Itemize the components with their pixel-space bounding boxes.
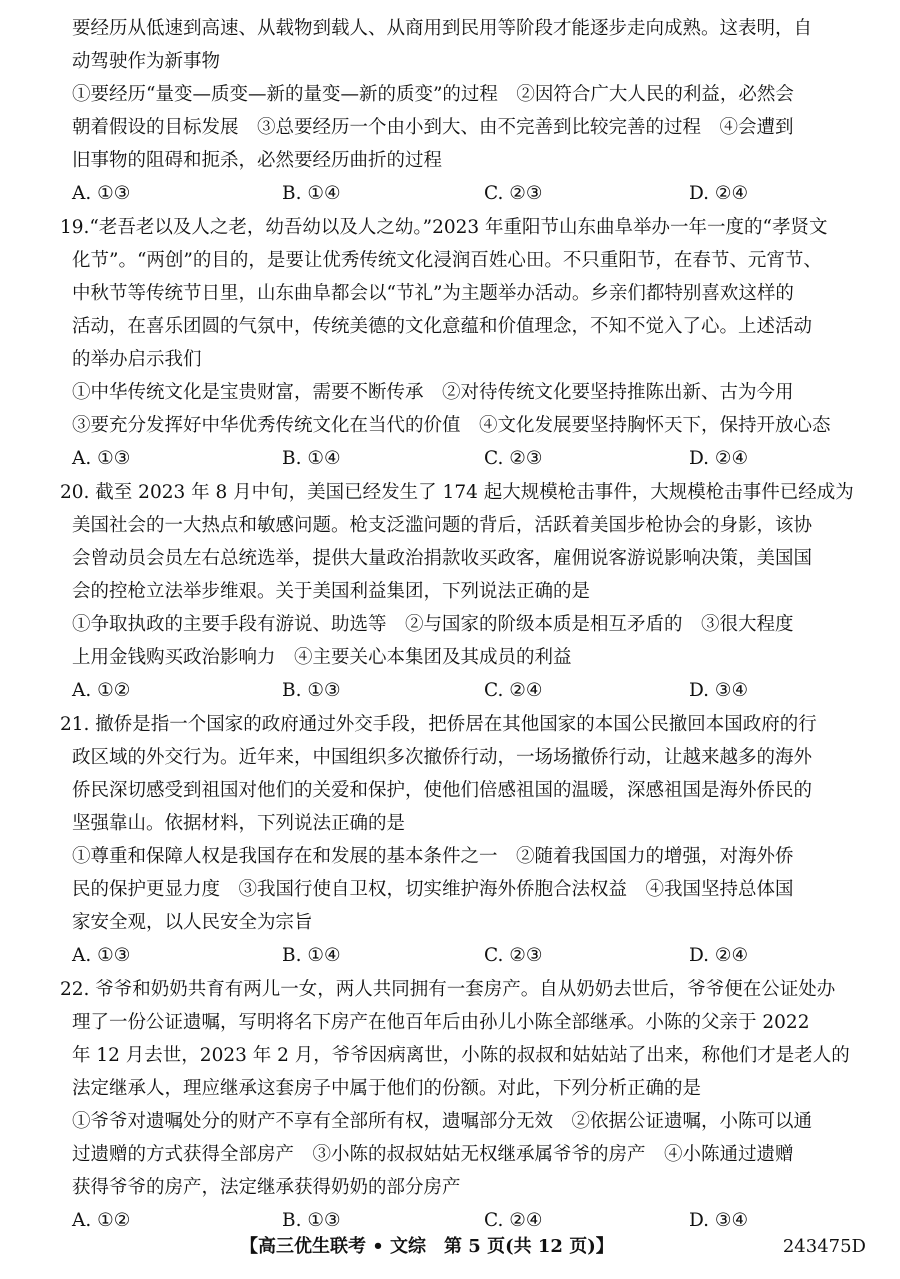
footer-title: 【高三优生联考 • 文综 第 5 页(共 12 页)】	[240, 1236, 614, 1257]
option-c[interactable]: C. ②④	[484, 1210, 543, 1231]
q20-line-5: ①争取执政的主要手段有游说、助选等 ②与国家的阶级本质是相互矛盾的 ③很大程度	[72, 614, 794, 635]
option-a[interactable]: A. ①②	[72, 1210, 131, 1231]
q21-line-6: 民的保护更显力度 ③我国行使自卫权，切实维护海外侨胞合法权益 ④我国坚持总体国	[72, 879, 794, 900]
q21-line-5: ①尊重和保障人权是我国存在和发展的基本条件之一 ②随着我国国力的增强，对海外侨	[72, 846, 794, 867]
q21-line-7: 家安全观，以人民安全为宗旨	[72, 912, 313, 933]
q18-line-2: 动驾驶作为新事物	[72, 51, 221, 72]
q22-line-2: 理了一份公证遗嘱，写明将名下房产在他百年后由孙儿小陈全部继承。小陈的父亲于 2022	[72, 1012, 810, 1033]
option-b[interactable]: B. ①④	[282, 183, 341, 204]
q18-line-5: 旧事物的阻碍和扼杀，必然要经历曲折的过程	[72, 150, 443, 171]
option-c[interactable]: C. ②④	[484, 680, 543, 701]
exam-code: 243475D	[782, 1236, 866, 1257]
option-b[interactable]: B. ①④	[282, 945, 341, 966]
option-b[interactable]: B. ①③	[282, 1210, 341, 1231]
option-d[interactable]: D. ③④	[689, 1210, 749, 1231]
option-b[interactable]: B. ①③	[282, 680, 341, 701]
option-a[interactable]: A. ①③	[72, 183, 131, 204]
q19-line-5: 的举办启示我们	[72, 349, 202, 370]
q18-options	[72, 177, 866, 210]
q20-line-6: 上用金钱购买政治影响力 ④主要关心本集团及其成员的利益	[72, 647, 572, 668]
q22-line-5: ①爷爷对遗嘱处分的财产不享有全部所有权，遗嘱部分无效 ②依据公证遗嘱，小陈可以通	[72, 1111, 813, 1132]
q18-line-3: ①要经历“量变—质变—新的量变—新的质变”的过程 ②因符合广大人民的利益，必然会	[72, 84, 794, 105]
q18-line-1: 要经历从低速到高速、从载物到载人、从商用到民用等阶段才能逐步走向成熟。这表明，自	[72, 18, 813, 39]
q18-line-4: 朝着假设的目标发展 ③总要经历一个由小到大、由不完善到比较完善的过程 ④会遭到	[72, 117, 794, 138]
option-a[interactable]: A. ①③	[72, 945, 131, 966]
q21-line-3: 侨民深切感受到祖国对他们的关爱和保护，使他们倍感祖国的温暖，深感祖国是海外侨民的	[72, 780, 813, 801]
option-c[interactable]: C. ②③	[484, 945, 543, 966]
q22-line-4: 法定继承人，理应继承这套房子中属于他们的份额。对此，下列分析正确的是	[72, 1078, 702, 1099]
page-footer	[0, 1230, 900, 1264]
q19-line-1: 19.“老吾老以及人之老，幼吾幼以及人之幼。”2023 年重阳节山东曲阜举办一年一度的“孝贤文	[60, 217, 828, 238]
q22-line-3: 年 12 月去世，2023 年 2 月，爷爷因病离世，小陈的叔叔和姑姑站了出来，称他们才是老人的	[72, 1045, 850, 1066]
option-a[interactable]: A. ①②	[72, 680, 131, 701]
option-a[interactable]: A. ①③	[72, 448, 131, 469]
q22-line-7: 获得爷爷的房产，法定继承获得奶奶的部分房产	[72, 1177, 461, 1198]
q22-line-1: 22. 爷爷和奶奶共育有两儿一女，两人共同拥有一套房产。自从奶奶去世后，爷爷便在公证处办	[60, 979, 836, 1000]
option-c[interactable]: C. ②③	[484, 448, 543, 469]
q21-line-2: 政区域的外交行为。近年来，中国组织多次撤侨行动，一场场撤侨行动，让越来越多的海外	[72, 747, 813, 768]
q21-line-1: 21. 撤侨是指一个国家的政府通过外交手段，把侨居在其他国家的本国公民撤回本国政府的行	[60, 714, 817, 735]
q19-line-3: 中秋节等传统节日里，山东曲阜都会以“节礼”为主题举办活动。乡亲们都特别喜欢这样的	[72, 283, 794, 304]
q22-line-6: 过遗赠的方式获得全部房产 ③小陈的叔叔姑姑无权继承属爷爷的房产 ④小陈通过遗赠	[72, 1144, 794, 1165]
q19-line-2: 化节”。“两创”的目的，是要让优秀传统文化浸润百姓心田。不只重阳节，在春节、元宵节、	[72, 250, 822, 271]
option-c[interactable]: C. ②③	[484, 183, 543, 204]
q21-options	[72, 939, 866, 972]
q20-line-3: 会曾动员会员左右总统选举，提供大量政治捐款收买政客，雇佣说客游说影响决策，美国国	[72, 548, 813, 569]
q20-line-2: 美国社会的一大热点和敏感问题。枪支泛滥问题的背后，活跃着美国步枪协会的身影，该协	[72, 515, 813, 536]
option-d[interactable]: D. ②④	[689, 448, 749, 469]
q19-line-4: 活动，在喜乐团圆的气氛中，传统美德的文化意蕴和价值理念，不知不觉入了心。上述活动	[72, 316, 813, 337]
q19-line-6: ①中华传统文化是宝贵财富，需要不断传承 ②对待传统文化要坚持推陈出新、古为今用	[72, 382, 794, 403]
q19-line-7: ③要充分发挥好中华优秀传统文化在当代的价值 ④文化发展要坚持胸怀天下，保持开放心态	[72, 415, 831, 436]
option-d[interactable]: D. ②④	[689, 945, 749, 966]
q20-line-1: 20. 截至 2023 年 8 月中旬，美国已经发生了 174 起大规模枪击事件，大规模枪击事件已经成为	[60, 482, 854, 503]
q19-options	[72, 442, 866, 475]
q20-line-4: 会的控枪立法举步维艰。关于美国利益集团，下列说法正确的是	[72, 581, 591, 602]
option-d[interactable]: D. ③④	[689, 680, 749, 701]
option-d[interactable]: D. ②④	[689, 183, 749, 204]
option-b[interactable]: B. ①④	[282, 448, 341, 469]
q21-line-4: 坚强靠山。依据材料，下列说法正确的是	[72, 813, 406, 834]
q20-options	[72, 674, 866, 707]
